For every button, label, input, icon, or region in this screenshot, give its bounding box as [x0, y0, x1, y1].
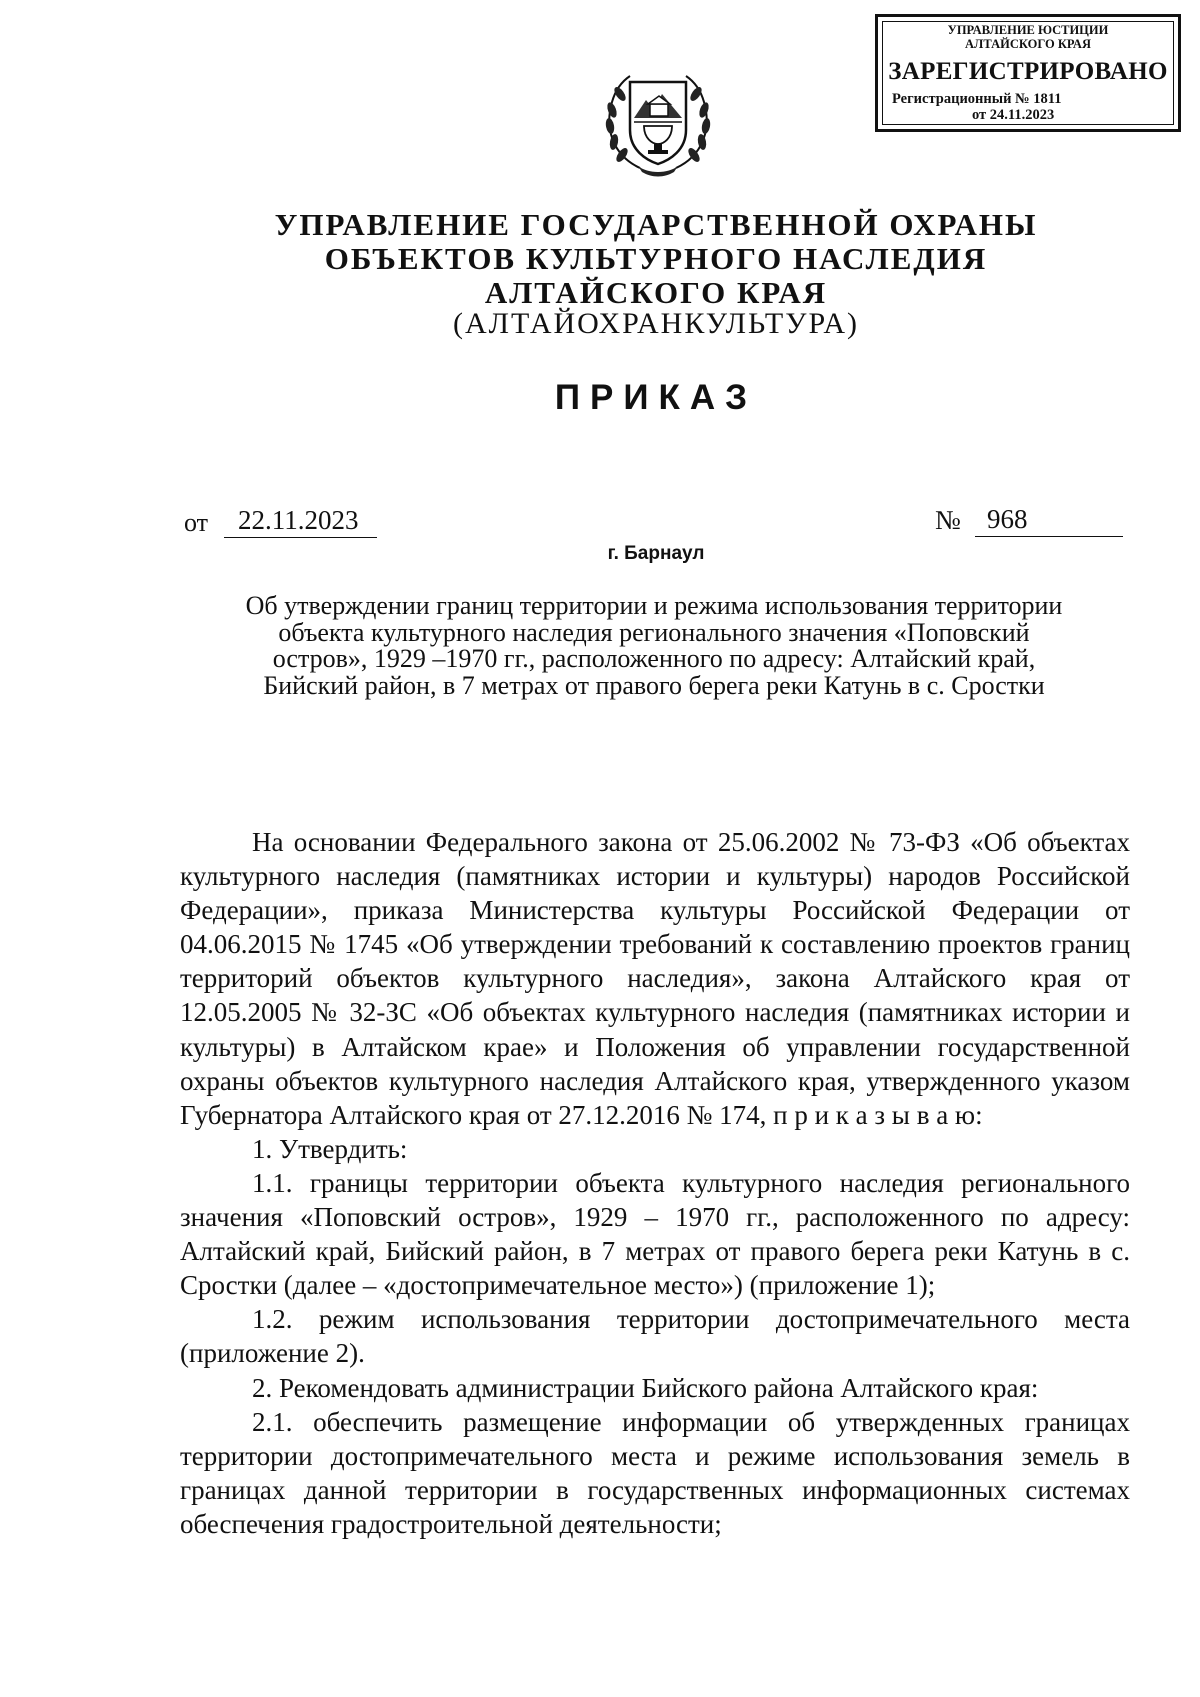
org-name-line1: УПРАВЛЕНИЕ ГОСУДАРСТВЕННОЙ ОХРАНЫ — [274, 207, 1038, 242]
document-subject: Об утверждении границ территории и режима использования территории объекта культурного наследия регионального значения «Поповский остров», 1929 –1970 гг., расположенного по адресу: Алтайский край, Бийский район, в 7 метрах от правого берега реки Катунь в с. Сростки — [245, 591, 1063, 700]
stamp-org-line1: УПРАВЛЕНИЕ ЮСТИЦИИ — [947, 23, 1109, 37]
altai-krai-coat-of-arms-icon — [600, 60, 716, 180]
preamble-paragraph: На основании Федерального закона от 25.06.2002 № 73-ФЗ «Об объектах культурного наследия (памятниках истории и культуры) народов Российской Федерации», приказа Министерства культуры Российской Федерации от 04.06.2015 № 1745 «Об утверждении требований к составлению проектов границ территорий объектов культурного наследия», закона Алтайского края от 12.05.2005 № 32-ЗС «Об объектах культурного наследия (памятниках истории и культуры) в Алтайском крае» и Положения об управлении государственной охраны объектов культурного наследия Алтайского края, утвержденного указом Губернатора Алтайского края от 27.12.2016 № 174, п р и к а з ы в а ю: — [180, 827, 1130, 1130]
org-name-line3: АЛТАЙСКОГО КРАЯ — [484, 275, 828, 310]
number-prefix: № — [935, 505, 961, 535]
item-1-1: 1.1. границы территории объекта культурного наследия регионального значения «Поповский остров», 1929 – 1970 гг., расположенного по адресу: Алтайский край, Бийский район, в 7 метрах от правого берега реки Катунь в с. Сростки (далее – «достопримечательное место») (приложение 1); — [180, 1167, 1130, 1301]
number-underline — [975, 536, 1123, 537]
date-prefix: от — [184, 508, 209, 537]
document-number: 968 — [987, 504, 1028, 534]
item-2: 2. Рекомендовать администрации Бийского района Алтайского края: — [252, 1372, 1039, 1403]
registration-stamp — [875, 14, 1181, 132]
stamp-org-line2: АЛТАЙСКОГО КРАЯ — [965, 37, 1091, 51]
stamp-status: ЗАРЕГИСТРИРОВАНО — [888, 58, 1168, 85]
stamp-reg-date: от 24.11.2023 — [972, 107, 1055, 123]
date-underline — [224, 537, 377, 538]
item-2-1: 2.1. обеспечить размещение информации об утвержденных границах территории достопримечательного места и режиме использования земель в границах данной территории в государственных информационных системах обеспечения градостроительной деятельности; — [180, 1406, 1130, 1539]
document-body — [180, 825, 1130, 1541]
org-name-line2: ОБЪЕКТОВ КУЛЬТУРНОГО НАСЛЕДИЯ — [324, 241, 988, 276]
org-short-name: (АЛТАЙОХРАНКУЛЬТУРА) — [453, 307, 859, 340]
item-1-2: 1.2. режим использования территории достопримечательного места (приложение 2). — [180, 1304, 1130, 1369]
stamp-reg-number: Регистрационный № 1811 — [892, 91, 1062, 107]
document-date: 22.11.2023 — [238, 505, 359, 535]
city: г. Барнаул — [607, 543, 705, 564]
document-type: ПРИКАЗ — [554, 378, 758, 417]
item-1: 1. Утвердить: — [252, 1133, 408, 1164]
